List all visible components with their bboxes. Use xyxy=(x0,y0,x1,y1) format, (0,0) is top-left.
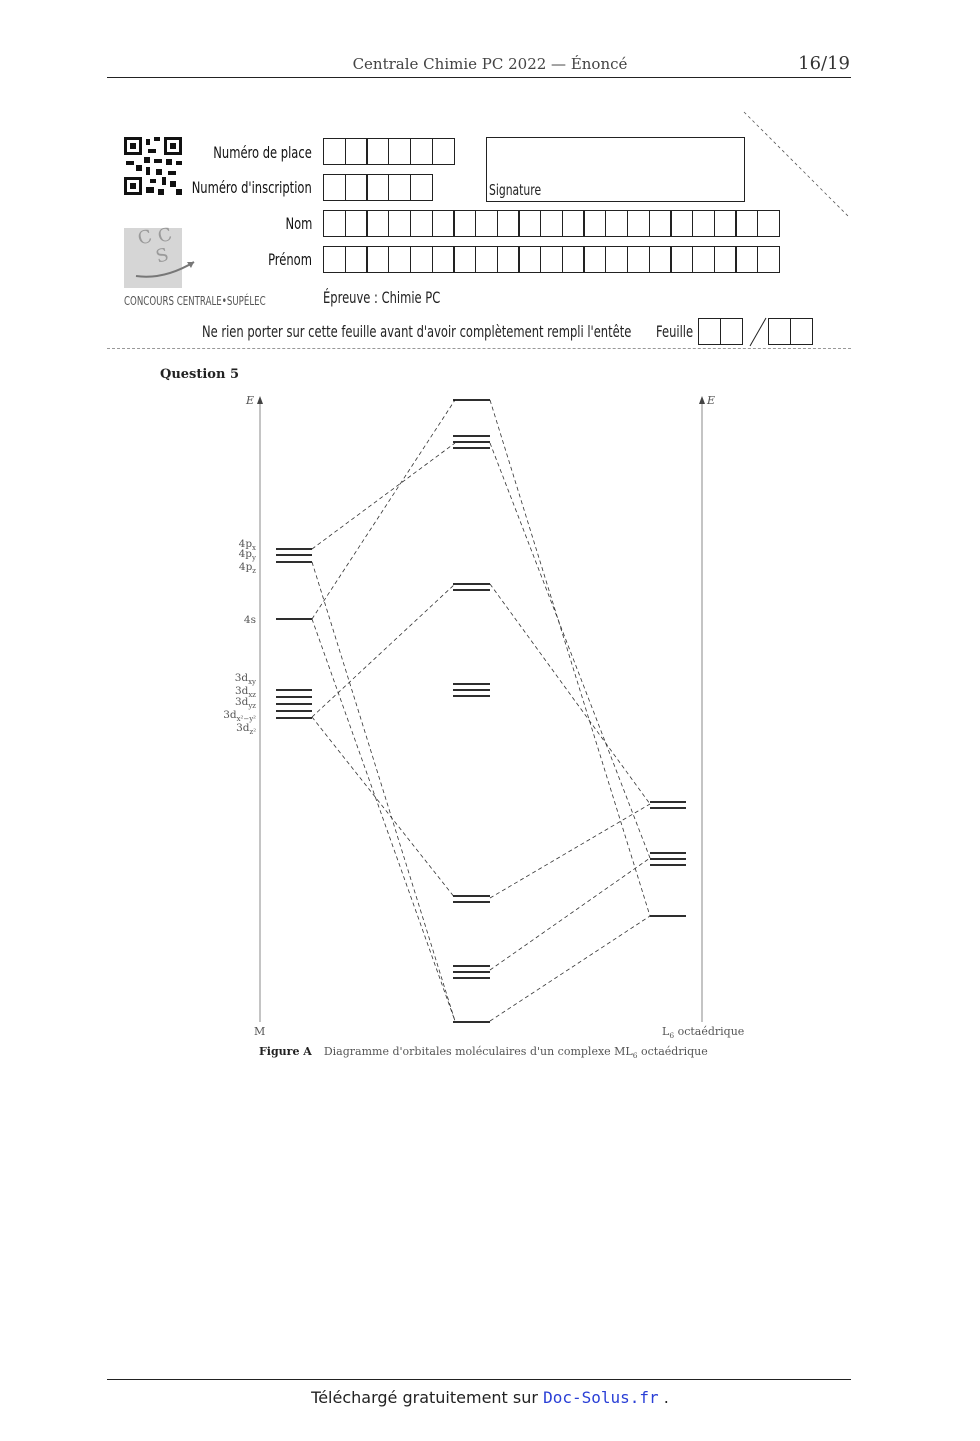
orbital-label-3dyz: $3d_{yz}$ xyxy=(234,696,256,710)
ligand-axis-e-label: E xyxy=(707,394,716,407)
orbital-label-3dxy: $3d_{xy}$ xyxy=(234,672,256,686)
ligand-orbital-levels xyxy=(650,802,686,916)
notice-text: Ne rien porter sur cette feuille avant d'avoir complètement rempli l'entête xyxy=(202,322,632,341)
inscription-label: Numéro d'inscription xyxy=(191,178,312,197)
correlation-lines xyxy=(312,400,650,1021)
epreuve-text: Épreuve : Chimie PC xyxy=(323,288,441,307)
mo-levels xyxy=(453,400,490,1022)
prenom-label: Prénom xyxy=(268,250,312,269)
orbital-label-4s: 4s xyxy=(243,614,256,626)
orbital-label-4py: $4p_y$ xyxy=(238,548,256,562)
metal-axis-e-label: E xyxy=(246,394,255,407)
ligand-label: $L_6$ octaédrique xyxy=(662,1025,745,1040)
nom-label: Nom xyxy=(285,214,312,233)
metal-orbital-labels xyxy=(223,538,256,736)
metal-label: M xyxy=(254,1025,266,1038)
orbital-label-4pz: $4p_z$ xyxy=(238,561,256,575)
signature-label: Signature xyxy=(489,181,542,199)
logo-letter: C xyxy=(135,225,155,250)
orbital-label-4px: $4p_x$ xyxy=(238,538,256,552)
running-header-title: Centrale Chimie PC 2022 — Énoncé xyxy=(352,55,628,73)
orbital-label-3dxz: $3d_{xz}$ xyxy=(234,685,256,699)
place-label: Numéro de place xyxy=(213,143,312,162)
ligand-energy-axis xyxy=(699,394,715,1022)
footer-rule xyxy=(107,1379,851,1380)
footer xyxy=(0,1388,980,1407)
feuille-label: Feuille xyxy=(656,322,694,341)
metal-orbital-levels xyxy=(276,549,312,718)
orbital-label-3dz2: $3d_{z^2}$ xyxy=(236,722,256,736)
page-number: 16/19 xyxy=(798,53,850,74)
footer-tail: . xyxy=(658,1388,669,1407)
footer-link[interactable]: Doc-Solus.fr xyxy=(543,1388,659,1407)
logo-text: CONCOURS CENTRALE•SUPÉLEC xyxy=(124,294,266,308)
question-heading: Question 5 xyxy=(160,367,240,382)
logo-letter: C xyxy=(155,223,175,248)
orbital-label-3dx2y2: $3d_{x^2-y^2}$ xyxy=(223,709,256,723)
footer-text: Téléchargé gratuitement sur xyxy=(311,1388,544,1407)
figure-caption: Figure A Diagramme d'orbitales moléculaires d'un complexe $ML_6$ octaédrique xyxy=(259,1045,708,1060)
logo-letter: S xyxy=(153,244,171,268)
